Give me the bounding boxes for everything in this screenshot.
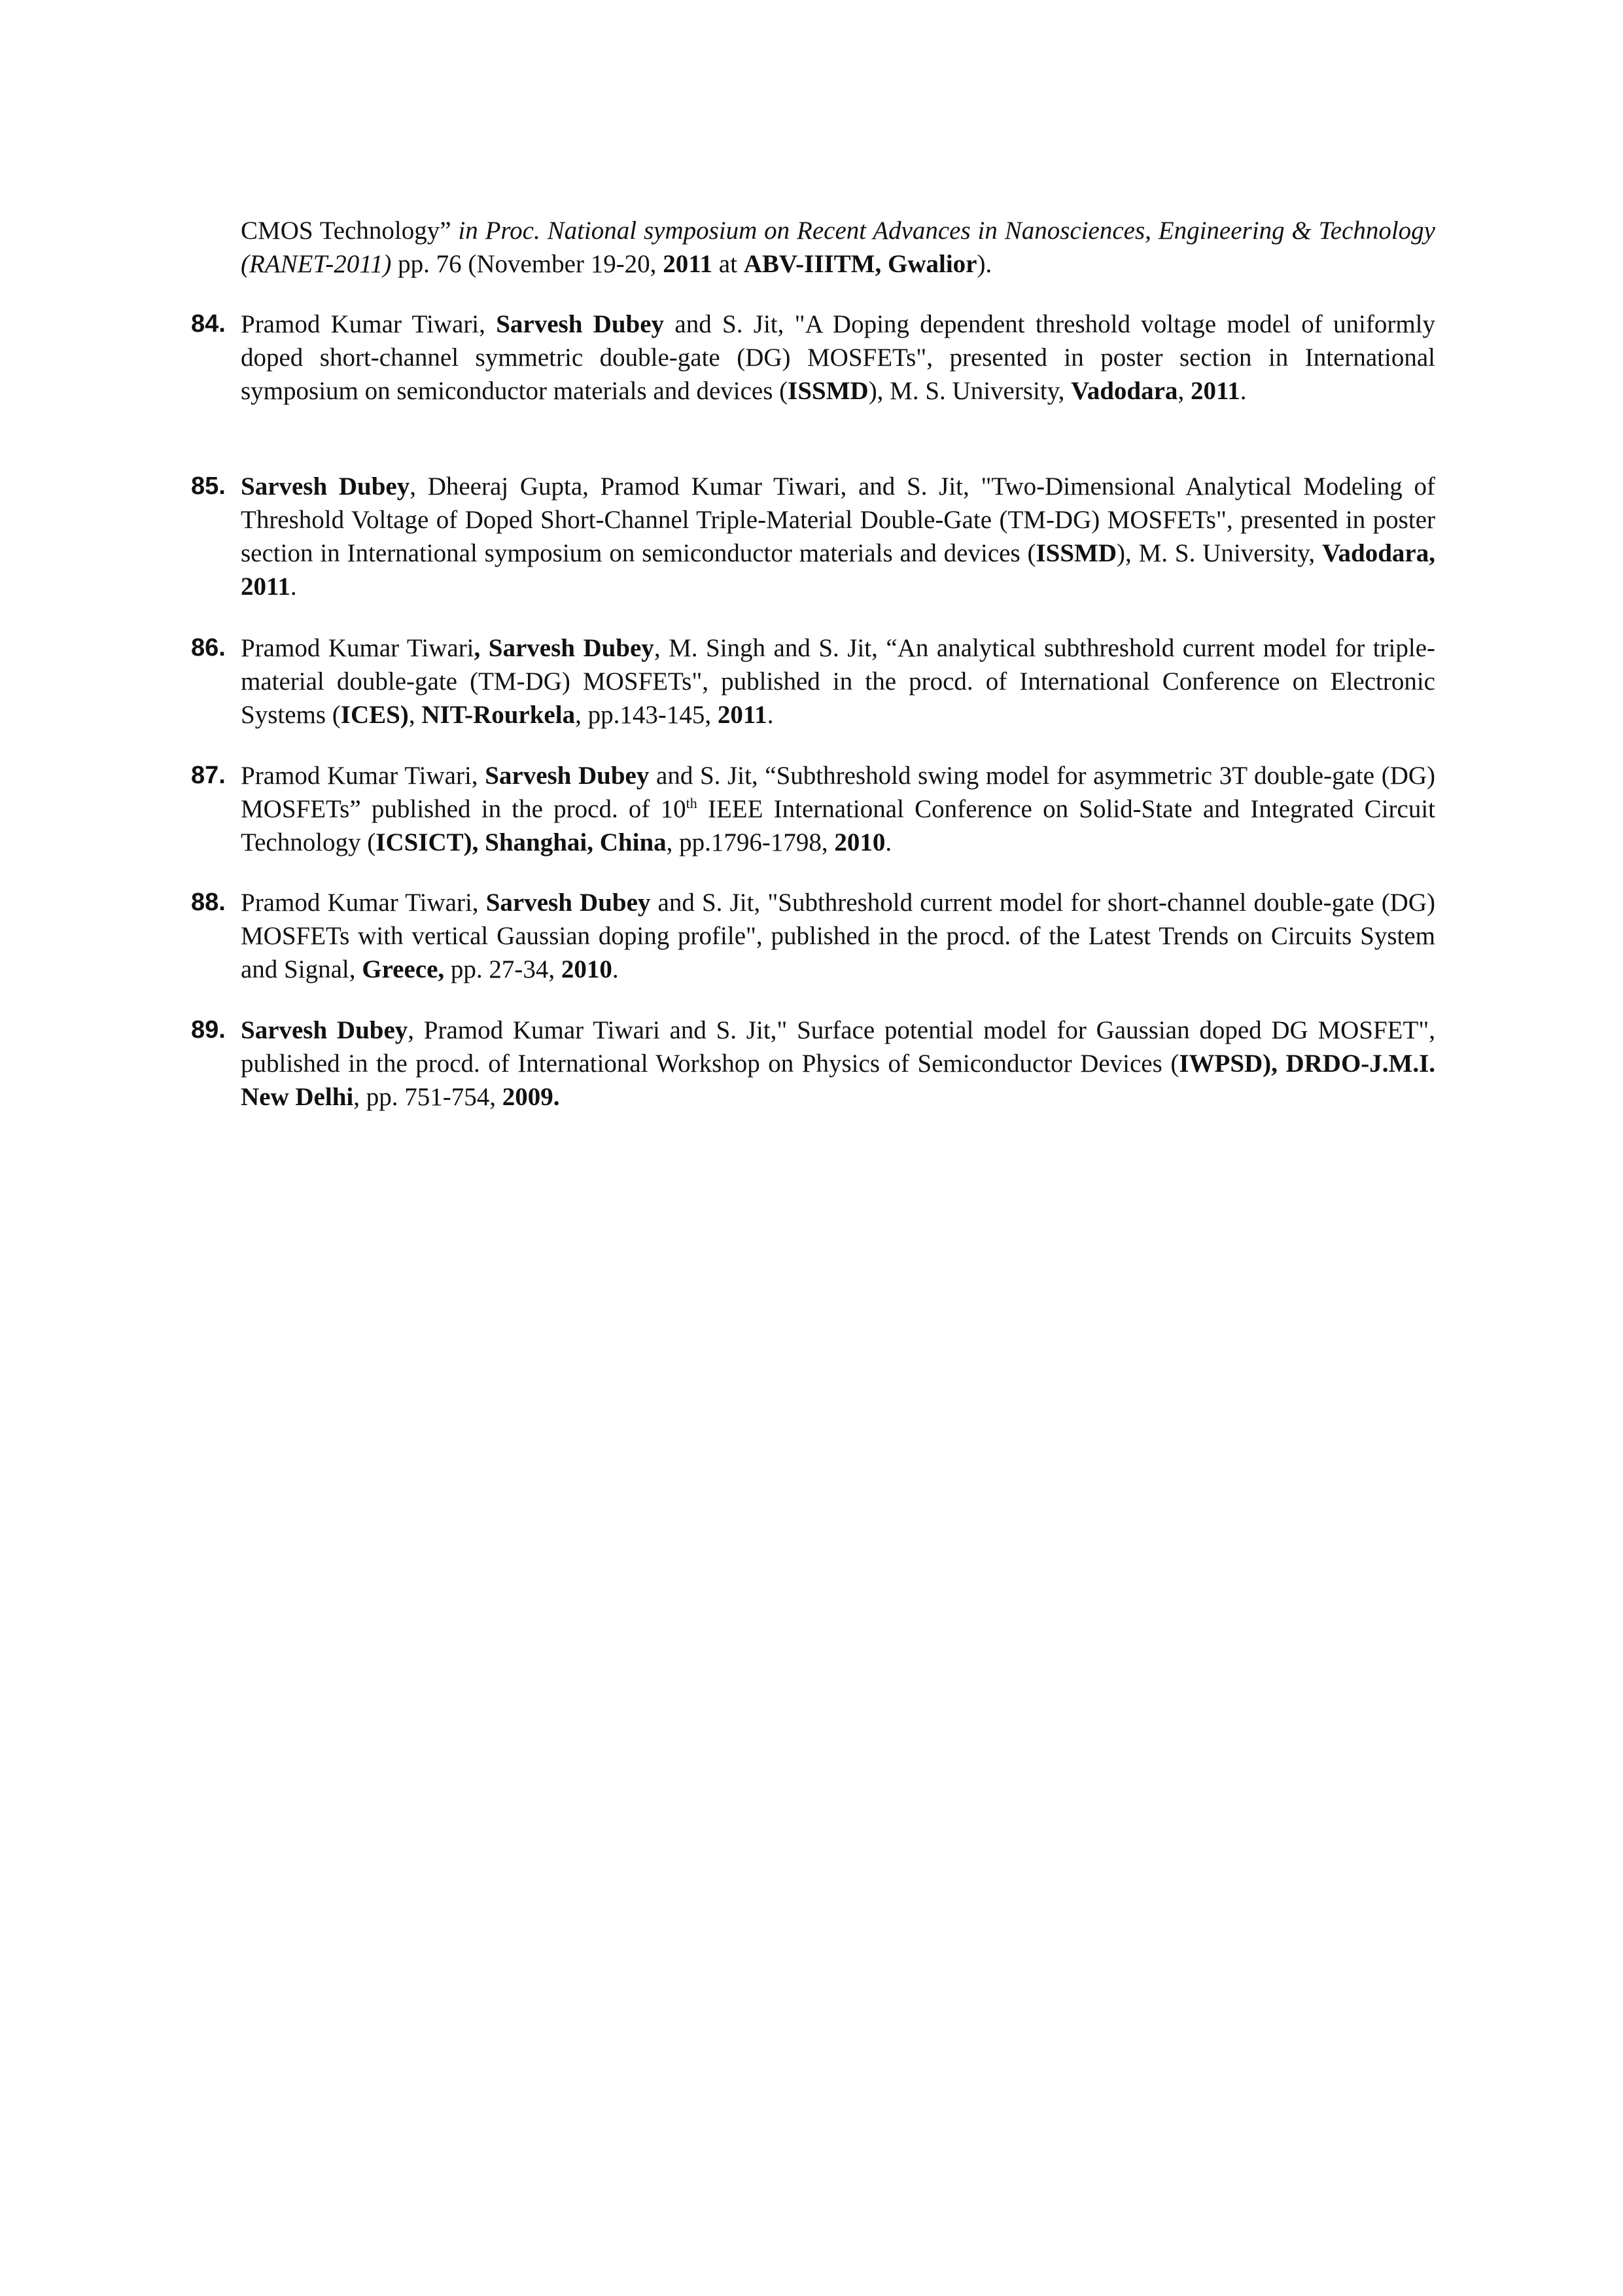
conference-bold: ISSMD	[1036, 539, 1117, 567]
place-bold: NIT-Rourkela	[421, 701, 576, 729]
publication-entry-88	[191, 886, 1435, 986]
entry-number: 89.	[191, 1016, 226, 1044]
publication-text: CMOS Technology” in Proc. National symposium on Recent Advances in Nanosciences, Engineering & Technology (RANET-2011) pp. 76 (November 19-20, 2011 at ABV-IIITM, Gwalior).	[241, 217, 1435, 278]
year-bold: 2011	[663, 250, 713, 278]
year-bold: 2010	[834, 828, 886, 857]
publication-text: Pramod Kumar Tiwari, Sarvesh Dubey and S. Jit, "Subthreshold current model for short-channel double-gate (DG) MOSFETs with vertical Gaussian doping profile", published in the procd. of the Latest Trends on Circuits System and Signal, Greece, pp. 27-34, 2010.	[241, 889, 1435, 983]
conference-bold: ISSMD	[788, 377, 869, 405]
author-bold: Sarvesh Dubey	[496, 310, 665, 338]
publication-text: Sarvesh Dubey, Pramod Kumar Tiwari and S. Jit," Surface potential model for Gaussian doped DG MOSFET", published in the procd. of International Workshop on Physics of Semiconductor Devices (IWPSD), DRDO-J.M.I. New Delhi, pp. 751-754, 2009.	[241, 1016, 1436, 1111]
publication-entry-87	[191, 759, 1436, 859]
publication-continuation	[241, 214, 1435, 281]
author-bold: Sarvesh Dubey	[485, 762, 650, 790]
year-bold: 2009.	[502, 1083, 560, 1111]
author-bold: Sarvesh Dubey	[241, 1016, 408, 1044]
entry-number: 85.	[191, 472, 226, 500]
place-bold: Vadodara, 2011	[241, 539, 1435, 601]
entry-number: 87.	[191, 762, 226, 789]
publication-text: Pramod Kumar Tiwari, Sarvesh Dubey and S. Jit, "A Doping dependent threshold voltage model of uniformly doped short-channel symmetric double-gate (DG) MOSFETs", presented in poster section in International symposium on semiconductor materials and devices (ISSMD), M. S. University, Vadodara, 2011.	[241, 310, 1435, 405]
place-bold: ABV-IIITM, Gwalior	[743, 250, 977, 278]
conference-bold: ICES)	[340, 701, 409, 729]
entry-number: 88.	[191, 889, 226, 916]
place-bold: Greece,	[362, 955, 445, 983]
conference-bold: ICSICT), Shanghai, China	[375, 828, 667, 857]
author-bold: Sarvesh Dubey	[241, 472, 410, 501]
year-bold: 2011	[717, 701, 767, 729]
year-bold: 2011	[1190, 377, 1240, 405]
publication-text: Sarvesh Dubey, Dheeraj Gupta, Pramod Kumar Tiwari, and S. Jit, "Two-Dimensional Analytical Modeling of Threshold Voltage of Doped Short-Channel Triple-Material Double-Gate (TM-DG) MOSFETs", presented in poster section in International symposium on semiconductor materials and devices (ISSMD), M. S. University, Vadodara, 2011.	[241, 472, 1435, 601]
entry-number: 84.	[191, 310, 226, 338]
author-bold: Sarvesh Dubey	[485, 889, 651, 917]
author-bold: , Sarvesh Dubey	[474, 634, 654, 662]
publication-text: Pramod Kumar Tiwari, Sarvesh Dubey, M. Singh and S. Jit, “An analytical subthreshold current model for triple-material double-gate (TM-DG) MOSFETs", published in the procd. of International Conference on Electronic Systems (ICES), NIT-Rourkela, pp.143-145, 2011.	[241, 634, 1435, 729]
entry-number: 86.	[191, 634, 226, 662]
publication-text: Pramod Kumar Tiwari, Sarvesh Dubey and S. Jit, “Subthreshold swing model for asymmetric 3T double-gate (DG) MOSFETs” published in the procd. of 10th IEEE International Conference on Solid-State and Integrated Circuit Technology (ICSICT), Shanghai, China, pp.1796-1798, 2010.	[241, 762, 1436, 857]
publication-entry-89	[191, 1014, 1436, 1114]
publication-entry-84	[191, 308, 1435, 408]
venue-italic: in Proc. National symposium on Recent Advances in Nanosciences, Engineering & Technology (RANET-2011)	[241, 217, 1435, 278]
place-bold: Vadodara	[1071, 377, 1178, 405]
publication-entry-86	[191, 631, 1435, 732]
superscript-ordinal: th	[686, 795, 697, 811]
publication-entry-85	[191, 470, 1435, 603]
year-bold: 2010	[561, 955, 612, 983]
conference-bold: IWPSD), DRDO-J.M.I. New Delhi	[241, 1050, 1436, 1111]
